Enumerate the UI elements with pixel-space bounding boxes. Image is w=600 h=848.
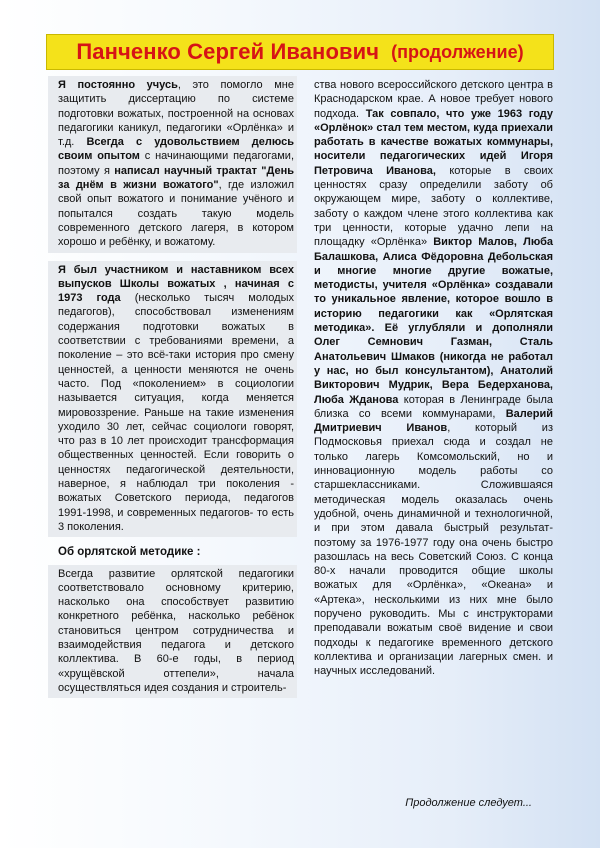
- text-run: , где изложил свой опыт вожатого и понимание учёного и попытался создать такую модель современного детского лагеря, в котором хорошо и ребёнку, и вожатому.: [58, 179, 294, 249]
- paragraph-orlyonok-history: [310, 76, 559, 681]
- text-run: с начинающими педагогами, поэтому я: [58, 150, 294, 177]
- continued-note: Продолжение следует...: [405, 797, 532, 809]
- title-banner: [46, 34, 554, 70]
- paragraph-methodology: [48, 565, 297, 699]
- page-subtitle: (продолжение): [391, 41, 524, 62]
- text-run: , это помогло мне защитить диссертацию по системе подготовки вожатых, построенной на основах педагогики каникул, педагогики «Орлёнка» и т.д.: [58, 79, 294, 149]
- bold-run: Валерий Дмитриевич Иванов: [314, 407, 553, 435]
- paragraph-school: [48, 261, 297, 538]
- text-run: которая в Ленинграде была близка со всеми коммунарами,: [314, 393, 554, 420]
- text-run: ства нового всероссийского детского центра в Краснодарском крае. А новое требует нового подхода.: [314, 79, 553, 120]
- paragraph-study: [48, 76, 297, 253]
- text-run: которые в своих ценностях сразу определили заботу об окружающем мире, заботу о коллективе, заботу о каждом члене этого коллектива как три ценности, которые удачно лепи на площадку «Орлёнка»: [314, 164, 553, 249]
- right-column: [310, 76, 559, 836]
- bold-run: Я постоянно учусь: [58, 79, 178, 91]
- bold-run: Виктор Малов, Люба Балашкова, Алиса Фёдоровна Дебольская и многие многие другие вожатые, методисты, учителя «Орлёнка» создавали то уникальное явление, которое вошло в историю педагогики как «Орлятская методика». Её углубляли и дополняли Олег Семнович Газман, Сталь Анатольевич Шмаков (никогда не работал у нас, но был консультантом), Анатолий Викторович Мудрик, Вера Бедерханова, Люба Жданова: [314, 236, 553, 406]
- text-run: (несколько тысяч молодых педагогов), способствовал изменениям содержания подготовки вожатых в соответствии с требованиями времени, а поколение – это всё-таки история про смену ценностей, а ценности меняются не очень часто. Под «поколением» в социологии называется ситуация, когда меняется мировоззрение. Раньше на такие изменения уходило 30 лет, сейчас социологи говорят, что раз в 10 лет происходит трансформация общественных ценностей. Если говорить о ценностях педагогической деятельности, наверное, я наблюдал три поколения - вожатых Советского периода, педагогов 1991-1998, и современных педагогов- то есть 3 поколения.: [58, 292, 294, 533]
- text-run: Всегда развитие орлятской педагогики соответствовало основному критерию, насколько она способствует развитию конкретного ребёнка, насколько ребёнок становиться центром сотрудничества и взаимодействия педагога и детского коллектива. В 60-е годы, в период «хрущёвской оттепели», начала осуществляться идея создания и строитель-: [58, 567, 294, 694]
- bold-run: написал научный трактат "День за днём в жизни вожатого": [58, 164, 294, 192]
- text-run: , который из Подмосковья приехал сюда и создал не только лагерь Комсомольский, но и инновационную модель работы со старшеклассниками. Сложившаяся методическая модель оказалась очень удобной, очень динамичной и технологичной, и при этом давала быстрый результат- поэтому за 1976-1977 году она очень быстро разошлась на весь Советский Союз. С конца 80-х начали проводится общие школы вожатых для «Орлёнка», «Океана» и «Артека», несколькими из них мне было поручено руководить. Мы с инструкторами преподавали вожатым своё видение и свои подходы к педагогике временного детского коллектива и организации лагерных смен. и научных исследований.: [314, 422, 553, 678]
- page-title: Панченко Сергей Иванович: [76, 39, 380, 64]
- bold-run: Всегда с удовольствием делюсь своим опытом: [58, 136, 295, 163]
- bold-run: Я был участником и наставником всех выпусков Школы вожатых , начиная с 1973 года: [58, 263, 294, 305]
- bold-run: Так совпало, что уже 1963 году «Орлёнок» стал тем местом, куда приехали работать в качестве вожатых коммунары, носители педагогических идей Игоря Петровича Иванова,: [314, 107, 554, 177]
- section-heading-methodology: Об орлятской методике :: [58, 546, 201, 559]
- left-column: [48, 76, 297, 836]
